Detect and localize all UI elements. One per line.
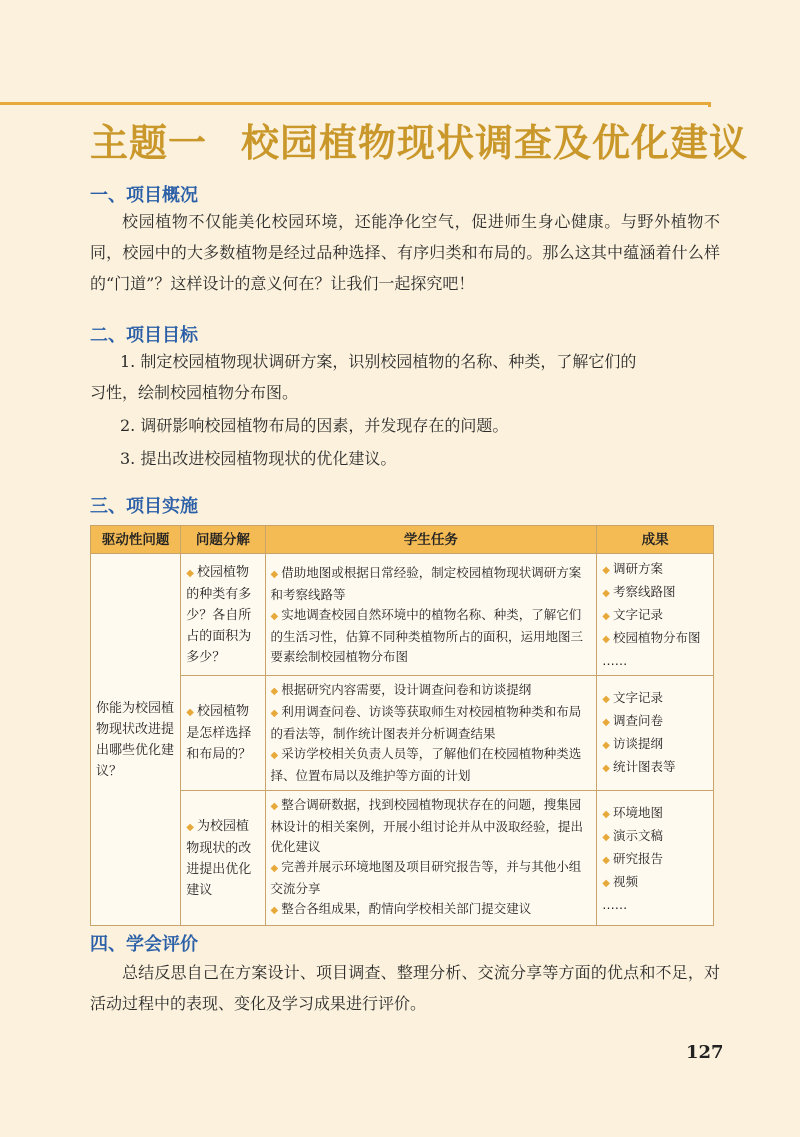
result-item: ◆ 文字记录 bbox=[602, 607, 663, 622]
decomposition-cell: ◆ 校园植物是怎样选择和布局的？ bbox=[181, 676, 265, 791]
result-item: ◆ 统计图表等 bbox=[602, 759, 676, 774]
goal-text: 调研影响校园植物布局的因素，并发现存在的问题。 bbox=[140, 416, 509, 435]
diamond-bullet-icon: ◆ bbox=[602, 763, 610, 774]
result-item: ◆ 校园植物分布图 bbox=[602, 630, 701, 645]
evaluation-body: 总结反思自己在方案设计、项目调查、整理分析、交流分享等方面的优点和不足，对活动过程中的表现、变化及学习成果进行评价。 bbox=[90, 963, 720, 1013]
task-item: ◆ 整合各组成果，酌情向学校相关部门提交建议 bbox=[270, 901, 532, 916]
decomposition-cell: ◆ 为校园植物现状的改进提出优化建议 bbox=[181, 791, 265, 926]
diamond-bullet-icon: ◆ bbox=[186, 707, 194, 718]
goal-item-1 bbox=[90, 346, 720, 408]
top-rule bbox=[0, 102, 710, 105]
table-header-row bbox=[91, 526, 714, 554]
diamond-bullet-icon: ◆ bbox=[602, 808, 610, 820]
task-item: ◆ 利用调查问卷、访谈等获取师生对校园植物种类和布局的看法等，制作统计图表并分析调查结果 bbox=[270, 704, 582, 741]
header-tasks: 学生任务 bbox=[265, 526, 597, 554]
result-ellipsis: …… bbox=[602, 653, 628, 668]
diamond-bullet-icon: ◆ bbox=[270, 686, 279, 697]
diamond-bullet-icon: ◆ bbox=[186, 567, 194, 579]
diamond-bullet-icon: ◆ bbox=[270, 801, 279, 812]
result-item: ◆ 环境地图 bbox=[602, 804, 663, 820]
evaluation-heading: 四、学会评价 bbox=[90, 934, 198, 955]
results-cell bbox=[597, 791, 714, 926]
project-table bbox=[90, 525, 714, 926]
decomposition-cell: ◆ 校园植物的种类有多少？各自所占的面积为多少？ bbox=[181, 554, 265, 676]
diamond-bullet-icon: ◆ bbox=[602, 717, 610, 728]
page-number: 127 bbox=[686, 1042, 724, 1063]
task-item: ◆ 采访学校相关负责人员等，了解他们在校园植物种类选择、位置布局以及维护等方面的计划 bbox=[270, 746, 582, 783]
diamond-bullet-icon: ◆ bbox=[270, 610, 279, 622]
result-item: ◆ 研究报告 bbox=[602, 850, 663, 866]
page-title bbox=[90, 112, 748, 167]
diamond-bullet-icon: ◆ bbox=[602, 634, 610, 645]
goal-number: 1. bbox=[120, 352, 136, 371]
result-item: ◆ 演示文稿 bbox=[602, 827, 663, 843]
tasks-cell bbox=[265, 791, 597, 926]
goal-text: 制定校园植物现状调研方案，识别校园植物的名称、种类，了解它们的 bbox=[140, 352, 637, 371]
task-item: ◆ 根据研究内容需要，设计调查问卷和访谈提纲 bbox=[270, 682, 532, 697]
driving-question-cell: 你能为校园植物现状改进提出哪些优化建议？ bbox=[91, 554, 181, 926]
diamond-bullet-icon: ◆ bbox=[602, 588, 610, 599]
tasks-cell bbox=[265, 676, 597, 791]
task-item: ◆ 借助地图或根据日常经验，制定校园植物现状调研方案和考察线路等 bbox=[270, 564, 582, 602]
header-decomposition: 问题分解 bbox=[181, 526, 265, 554]
task-item: ◆ 整合调研数据，找到校园植物现状存在的问题，搜集园林设计的相关案例，开展小组讨论并从中汲取经验，提出优化建议 bbox=[270, 797, 584, 854]
task-item: ◆ 完善并展示环境地图及项目研究报告等，并与其他小组交流分享 bbox=[270, 859, 582, 896]
result-item: ◆ 调研方案 bbox=[602, 561, 663, 576]
diamond-bullet-icon: ◆ bbox=[602, 694, 610, 705]
task-item: ◆ 实地调查校园自然环境中的植物名称、种类，了解它们的生活习性，估算不同种类植物所占的面积，运用地图三要素绘制校园植物分布图 bbox=[270, 606, 584, 664]
diamond-bullet-icon: ◆ bbox=[270, 708, 279, 719]
result-item: ◆ 视频 bbox=[602, 873, 638, 889]
goal-number: 2. bbox=[120, 416, 136, 435]
diamond-bullet-icon: ◆ bbox=[602, 831, 610, 843]
goals-heading: 二、项目目标 bbox=[90, 325, 198, 346]
diamond-bullet-icon: ◆ bbox=[602, 854, 610, 866]
table-row bbox=[91, 791, 714, 926]
diamond-bullet-icon: ◆ bbox=[186, 821, 194, 833]
diamond-bullet-icon: ◆ bbox=[602, 740, 610, 751]
diamond-bullet-icon: ◆ bbox=[602, 877, 610, 889]
result-ellipsis: …… bbox=[602, 896, 628, 912]
theme-name: 校园植物现状调查及优化建议 bbox=[241, 121, 749, 165]
table-row bbox=[91, 676, 714, 791]
diamond-bullet-icon: ◆ bbox=[602, 565, 610, 576]
result-item: ◆ 文字记录 bbox=[602, 690, 663, 705]
goal-text-continued: 习性，绘制校园植物分布图。 bbox=[90, 383, 299, 402]
theme-label: 主题一 bbox=[90, 121, 208, 165]
results-cell bbox=[597, 676, 714, 791]
overview-body: 校园植物不仅能美化校园环境，还能净化空气，促进师生身心健康。与野外植物不同，校园中的大多数植物是经过品种选择、有序归类和布局的。那么这其中蕴涵着什么样的“门道”？这样设计的意义何在？让我们一起探究吧！ bbox=[90, 212, 720, 293]
goal-item-2 bbox=[120, 410, 720, 441]
goal-number: 3. bbox=[120, 449, 136, 468]
tasks-cell bbox=[265, 554, 597, 676]
diamond-bullet-icon: ◆ bbox=[270, 568, 279, 580]
implementation-heading: 三、项目实施 bbox=[90, 496, 198, 517]
header-driving-question: 驱动性问题 bbox=[91, 526, 181, 554]
goal-text: 提出改进校园植物现状的优化建议。 bbox=[140, 449, 397, 468]
diamond-bullet-icon: ◆ bbox=[270, 905, 279, 916]
result-item: ◆ 调查问卷 bbox=[602, 713, 663, 728]
goal-item-3 bbox=[120, 443, 720, 474]
header-results: 成果 bbox=[597, 526, 714, 554]
diamond-bullet-icon: ◆ bbox=[602, 611, 610, 622]
diamond-bullet-icon: ◆ bbox=[270, 750, 279, 761]
diamond-bullet-icon: ◆ bbox=[270, 863, 279, 874]
result-item: ◆ 访谈提纲 bbox=[602, 736, 663, 751]
results-cell bbox=[597, 554, 714, 676]
side-rule bbox=[708, 102, 711, 107]
table-row bbox=[91, 554, 714, 676]
overview-heading: 一、项目概况 bbox=[90, 185, 198, 206]
result-item: ◆ 考察线路图 bbox=[602, 584, 676, 599]
